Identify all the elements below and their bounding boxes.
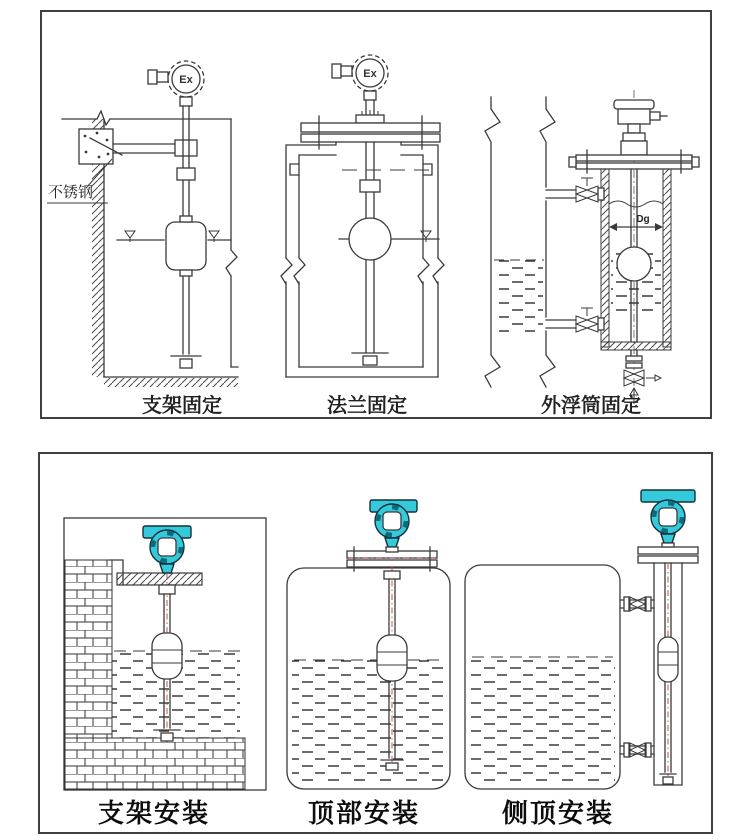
caption-side-top-installation: 侧顶安装 — [501, 798, 615, 828]
fixing-methods-panel — [40, 10, 712, 419]
dg-dimension-label: Dg — [636, 214, 650, 225]
junction-box-transmitter-icon — [614, 100, 667, 155]
top-installation-diagram — [287, 500, 450, 828]
installation-methods-drawing — [40, 454, 711, 832]
bracket-installation-diagram — [64, 518, 266, 828]
ex-transmitter-head-icon — [148, 61, 204, 106]
isolation-valve-icon — [546, 308, 604, 332]
installation-methods-panel — [38, 452, 713, 834]
flange-fixing-diagram — [281, 55, 444, 417]
pipe-valve-icon — [620, 743, 654, 757]
pipe-valve-icon — [620, 597, 654, 611]
isolation-valve-icon — [546, 178, 604, 202]
stainless-steel-label: 不锈钢 — [48, 184, 94, 201]
bracket-fixing-diagram — [47, 61, 238, 417]
teal-transmitter-head-icon — [370, 500, 417, 552]
ex-marking: Ex — [363, 68, 377, 80]
side-top-installation-diagram — [465, 490, 698, 828]
external-chamber-fixing-diagram — [485, 90, 699, 417]
caption-flange-fixing: 法兰固定 — [327, 395, 407, 417]
teal-transmitter-head-icon — [641, 490, 695, 547]
caption-bracket-installation: 支架安装 — [97, 798, 211, 828]
fixing-methods-drawing — [42, 12, 710, 417]
ex-marking: Ex — [179, 74, 193, 86]
ex-transmitter-head-icon — [332, 55, 388, 100]
caption-bracket-fixing: 支架固定 — [142, 395, 222, 417]
caption-external-chamber-fixing: 外浮筒固定 — [541, 395, 641, 417]
caption-top-installation: 顶部安装 — [307, 798, 421, 828]
